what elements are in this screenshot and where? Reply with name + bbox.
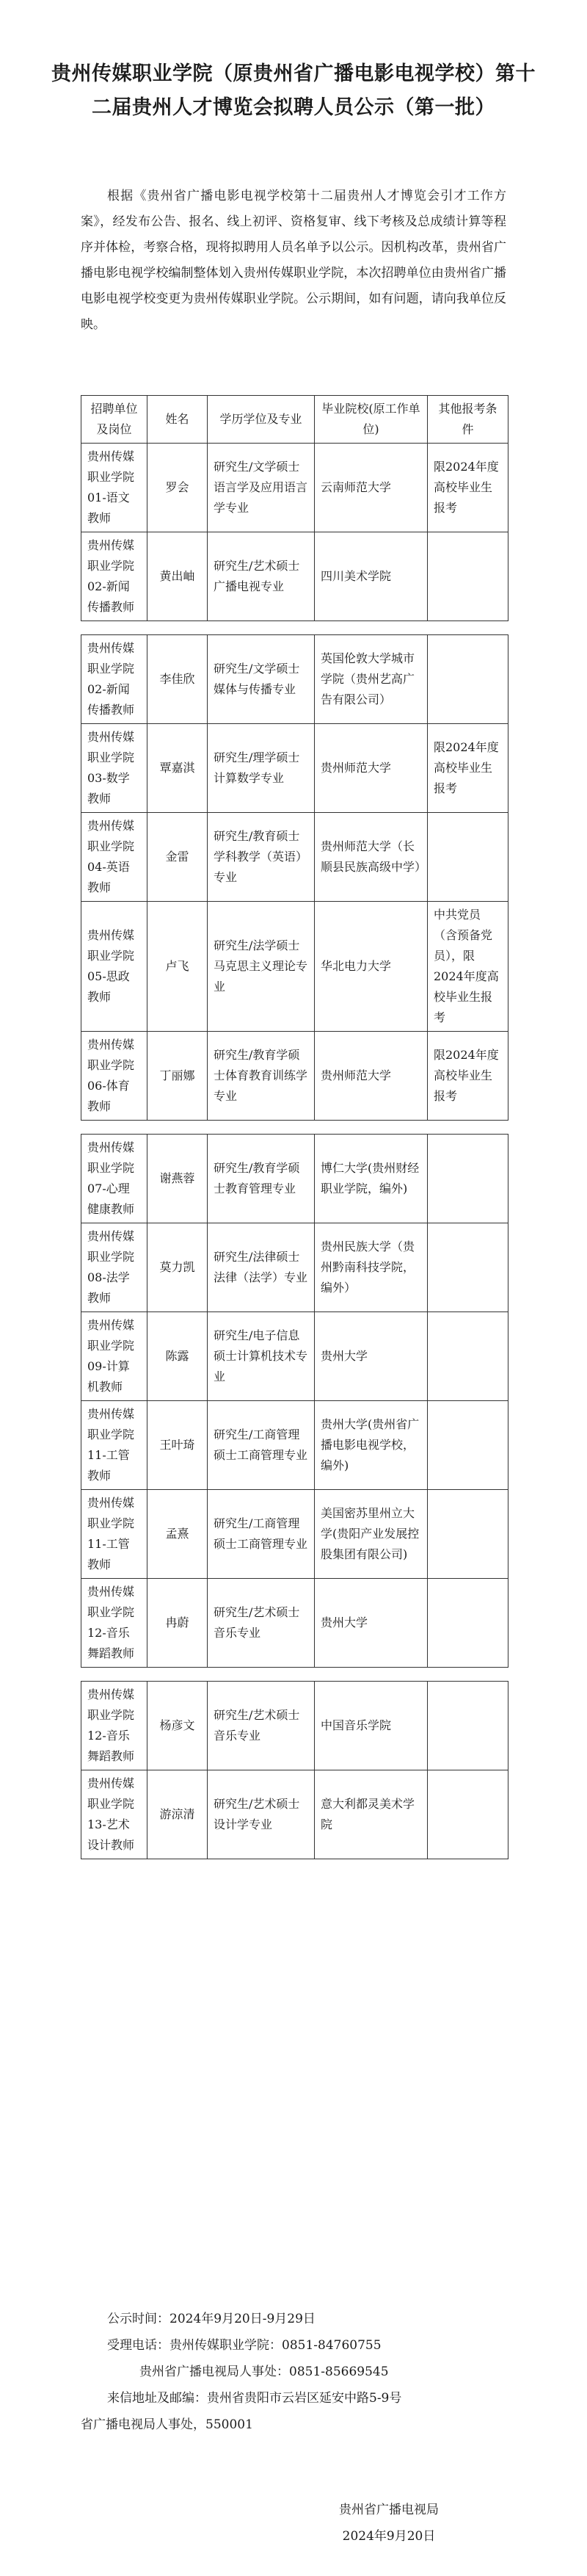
table-row	[81, 1682, 508, 1770]
table-group-gap	[81, 621, 508, 635]
unit-cell: 贵州传媒职业学院09-计算机教师	[81, 1312, 147, 1401]
conditions-cell	[428, 1490, 508, 1579]
unit-cell: 贵州传媒职业学院11-工管教师	[81, 1490, 147, 1579]
education-cell: 研究生/文学硕士语言学及应用语言学专业	[208, 444, 315, 532]
conditions-cell	[428, 1401, 508, 1490]
school-cell: 贵州大学	[315, 1579, 428, 1668]
school-cell: 贵州师范大学	[315, 1032, 428, 1121]
school-cell: 贵州大学(贵州省广播电影电视学校，编外)	[315, 1401, 428, 1490]
name-cell: 游涼清	[147, 1770, 208, 1859]
school-cell: 中国音乐学院	[315, 1682, 428, 1770]
education-cell: 研究生/教育硕士学科教学（英语）专业	[208, 813, 315, 902]
name-cell: 覃嘉淇	[147, 724, 208, 813]
school-cell: 四川美术学院	[315, 532, 428, 621]
conditions-cell: 限2024年度高校毕业生报考	[428, 1032, 508, 1121]
table-group-gap	[81, 1121, 508, 1135]
name-cell: 罗会	[147, 444, 208, 532]
intro-paragraph: 根据《贵州省广播电影电视学校第十二届贵州人才博览会引才工作方案》，经发布公告、报名、线上初评、资格复审、线下考核及总成绩计算等程序并体检，考察合格，现将拟聘用人员名单予以公示。因机构改革，贵州省广播电影电视学校编制整体划入贵州传媒职业学院，本次招聘单位由贵州省广播电影电视学校变更为贵州传媒职业学院。公示期间，如有问题，请向我单位反映。	[81, 189, 506, 332]
name-cell: 陈露	[147, 1312, 208, 1401]
education-cell: 研究生/理学硕士计算数学专业	[208, 724, 315, 813]
school-cell: 贵州民族大学（贵州黔南科技学院，编外）	[315, 1223, 428, 1312]
table-row	[81, 532, 508, 621]
conditions-cell	[428, 1770, 508, 1859]
unit-cell: 贵州传媒职业学院06-体育教师	[81, 1032, 147, 1121]
education-cell: 研究生/教育学硕士教育管理专业	[208, 1135, 315, 1223]
name-cell: 杨彦文	[147, 1682, 208, 1770]
signature-date: 2024年9月20日	[342, 2529, 436, 2544]
table-row	[81, 1223, 508, 1312]
phone-bureau: 贵州省广播电视局人事处：0851-85669545	[139, 2365, 389, 2379]
education-cell: 研究生/法学硕士马克思主义理论专业	[208, 902, 315, 1032]
education-cell: 研究生/艺术硕士广播电视专业	[208, 532, 315, 621]
publicity-period: 公示时间：2024年9月20日-9月29日	[107, 2312, 316, 2326]
name-cell: 冉蔚	[147, 1579, 208, 1668]
conditions-cell	[428, 1312, 508, 1401]
name-cell: 金雷	[147, 813, 208, 902]
conditions-cell	[428, 1135, 508, 1223]
table-row	[81, 1490, 508, 1579]
school-cell: 华北电力大学	[315, 902, 428, 1032]
unit-cell: 贵州传媒职业学院12-音乐舞蹈教师	[81, 1579, 147, 1668]
conditions-cell: 限2024年度高校毕业生报考	[428, 444, 508, 532]
unit-cell: 贵州传媒职业学院08-法学教师	[81, 1223, 147, 1312]
table-row	[81, 813, 508, 902]
gap-cell	[81, 621, 508, 635]
conditions-cell: 限2024年度高校毕业生报考	[428, 724, 508, 813]
name-cell: 丁丽娜	[147, 1032, 208, 1121]
school-cell: 美国密苏里州立大学(贵阳产业发展控股集团有限公司)	[315, 1490, 428, 1579]
school-cell: 博仁大学(贵州财经职业学院，编外)	[315, 1135, 428, 1223]
phone-college: 受理电话：贵州传媒职业学院：0851-84760755	[107, 2338, 382, 2353]
header-school: 毕业院校(原工作单位)	[315, 396, 428, 444]
gap-cell	[81, 1121, 508, 1135]
conditions-cell	[428, 1223, 508, 1312]
page-title: 贵州传媒职业学院（原贵州省广播电影电视学校）第十二届贵州人才博览会拟聘人员公示（第一批）	[51, 62, 536, 119]
name-cell: 王叶琦	[147, 1401, 208, 1490]
name-cell: 莫力凯	[147, 1223, 208, 1312]
table-row	[81, 1401, 508, 1490]
school-cell: 贵州大学	[315, 1312, 428, 1401]
table-group-gap	[81, 1668, 508, 1682]
signature-org: 贵州省广播电视局	[339, 2503, 439, 2517]
name-cell: 卢飞	[147, 902, 208, 1032]
name-cell: 李佳欣	[147, 635, 208, 724]
mail-address-cont: 省广播电视局人事处，550001	[81, 2417, 253, 2432]
conditions-cell	[428, 1579, 508, 1668]
table-row	[81, 635, 508, 724]
education-cell: 研究生/工商管理硕士工商管理专业	[208, 1401, 315, 1490]
education-cell: 研究生/艺术硕士设计学专业	[208, 1770, 315, 1859]
candidates-table	[81, 395, 508, 1859]
table-body	[81, 444, 508, 1859]
header-education: 学历学位及专业	[208, 396, 315, 444]
table-row	[81, 724, 508, 813]
education-cell: 研究生/艺术硕士音乐专业	[208, 1682, 315, 1770]
unit-cell: 贵州传媒职业学院01-语文教师	[81, 444, 147, 532]
name-cell: 孟熹	[147, 1490, 208, 1579]
unit-cell: 贵州传媒职业学院12-音乐舞蹈教师	[81, 1682, 147, 1770]
mail-address: 来信地址及邮编：贵州省贵阳市云岩区延安中路5-9号	[107, 2391, 402, 2406]
conditions-cell	[428, 635, 508, 724]
conditions-cell	[428, 532, 508, 621]
table-row	[81, 1770, 508, 1859]
table-row	[81, 444, 508, 532]
table-row	[81, 1135, 508, 1223]
education-cell: 研究生/文学硕士媒体与传播专业	[208, 635, 315, 724]
table-row	[81, 1032, 508, 1121]
school-cell: 贵州师范大学（长顺县民族高级中学）	[315, 813, 428, 902]
table-row	[81, 1579, 508, 1668]
footer-info	[81, 2306, 521, 2438]
unit-cell: 贵州传媒职业学院07-心理健康教师	[81, 1135, 147, 1223]
education-cell: 研究生/艺术硕士音乐专业	[208, 1579, 315, 1668]
unit-cell: 贵州传媒职业学院02-新闻传播教师	[81, 532, 147, 621]
education-cell: 研究生/法律硕士法律（法学）专业	[208, 1223, 315, 1312]
unit-cell: 贵州传媒职业学院03-数学教师	[81, 724, 147, 813]
conditions-cell	[428, 813, 508, 902]
name-cell: 谢燕蓉	[147, 1135, 208, 1223]
unit-cell: 贵州传媒职业学院13-艺术设计教师	[81, 1770, 147, 1859]
table-row	[81, 902, 508, 1032]
conditions-cell: 中共党员（含预备党员），限2024年度高校毕业生报考	[428, 902, 508, 1032]
header-unit: 招聘单位及岗位	[81, 396, 147, 444]
signature-block	[301, 2497, 477, 2550]
education-cell: 研究生/工商管理硕士工商管理专业	[208, 1490, 315, 1579]
school-cell: 云南师范大学	[315, 444, 428, 532]
table-row	[81, 1312, 508, 1401]
school-cell: 意大利都灵美术学院	[315, 1770, 428, 1859]
conditions-cell	[428, 1682, 508, 1770]
table-header-row	[81, 396, 508, 444]
education-cell: 研究生/电子信息硕士计算机技术专业	[208, 1312, 315, 1401]
unit-cell: 贵州传媒职业学院02-新闻传播教师	[81, 635, 147, 724]
education-cell: 研究生/教育学硕士体育教育训练学专业	[208, 1032, 315, 1121]
header-conditions: 其他报考条件	[428, 396, 508, 444]
header-name: 姓名	[147, 396, 208, 444]
unit-cell: 贵州传媒职业学院04-英语教师	[81, 813, 147, 902]
unit-cell: 贵州传媒职业学院05-思政教师	[81, 902, 147, 1032]
gap-cell	[81, 1668, 508, 1682]
school-cell: 英国伦敦大学城市学院（贵州艺高广告有限公司）	[315, 635, 428, 724]
name-cell: 黄出岫	[147, 532, 208, 621]
unit-cell: 贵州传媒职业学院11-工管教师	[81, 1401, 147, 1490]
school-cell: 贵州师范大学	[315, 724, 428, 813]
